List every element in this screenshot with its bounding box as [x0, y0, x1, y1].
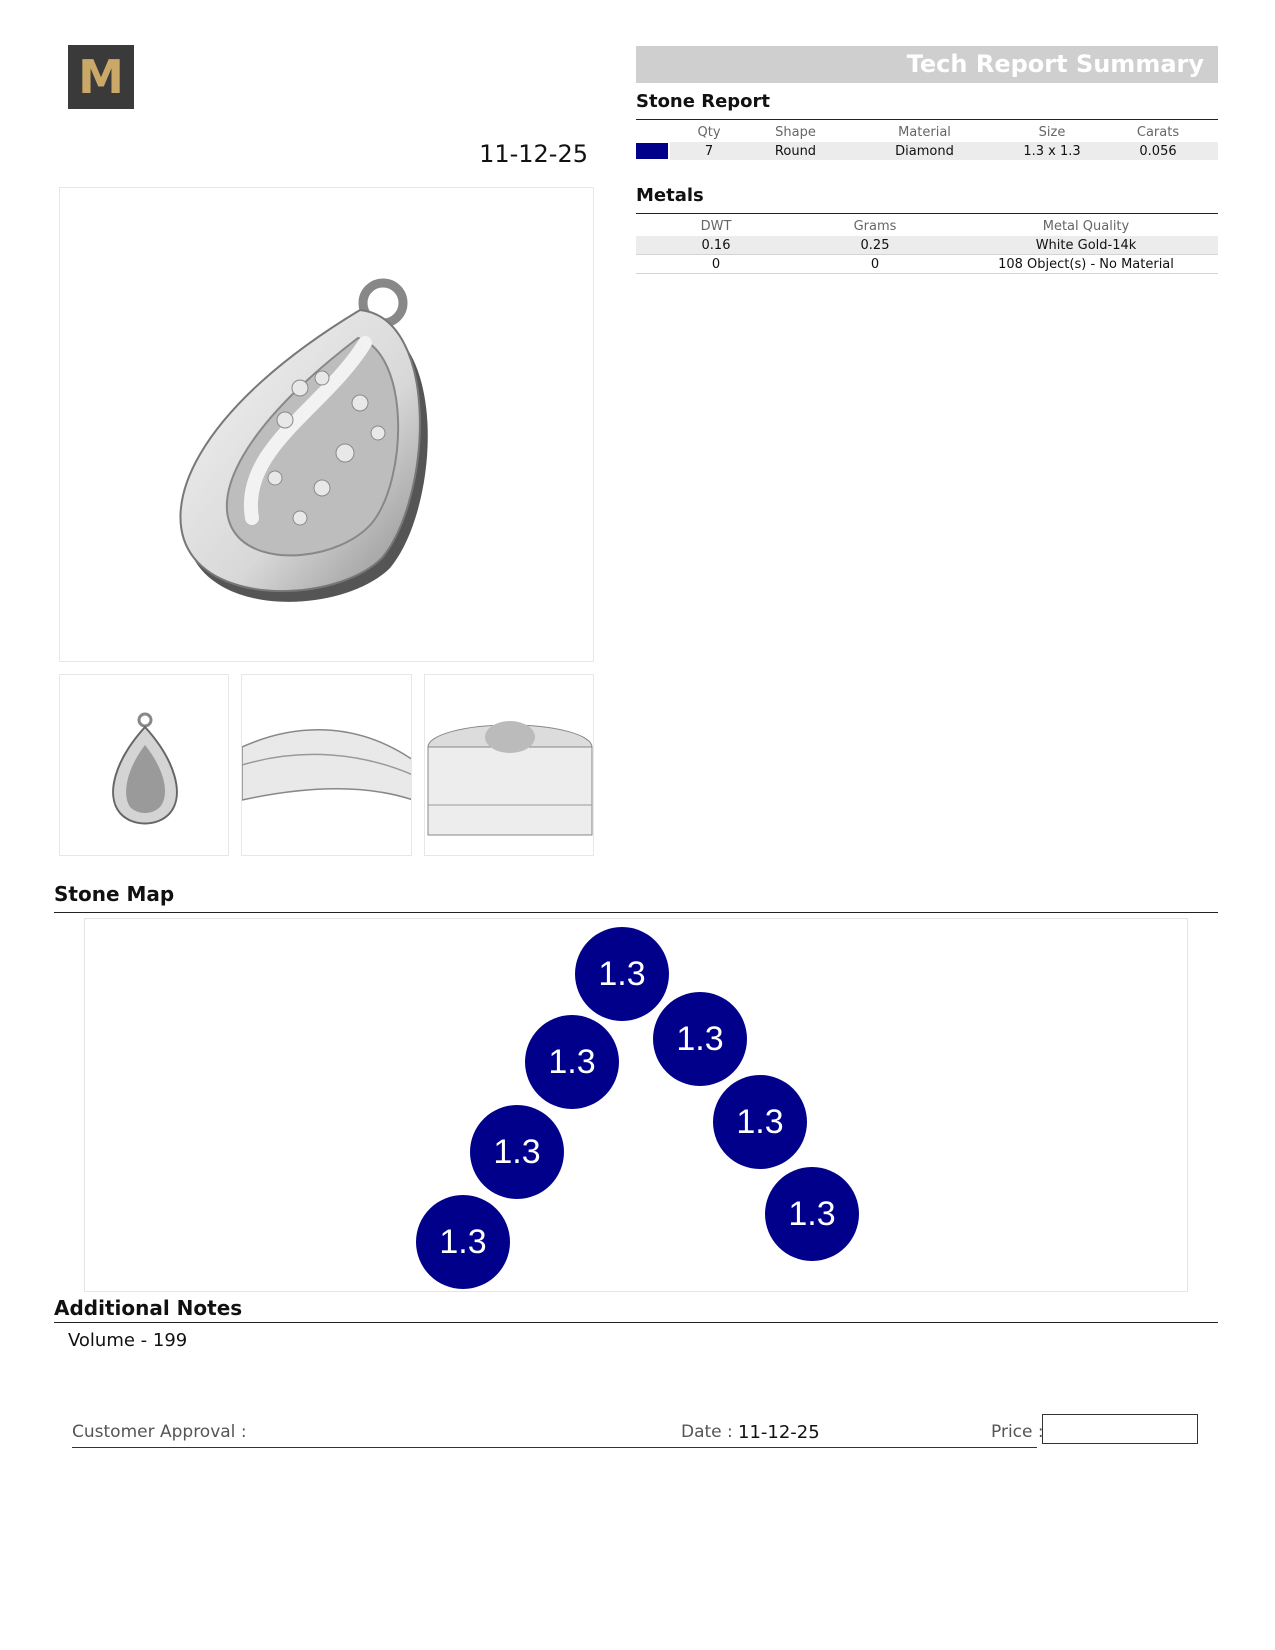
pendant-end-thumbnail [425, 675, 594, 856]
col-material: Material [898, 124, 951, 140]
cell-quality: 108 Object(s) - No Material [954, 255, 1218, 274]
customer-approval-label: Customer Approval : [72, 1422, 247, 1442]
thumbnail-image [59, 674, 229, 856]
thumbnail-image [241, 674, 412, 856]
stone-map-title: Stone Map [54, 882, 175, 906]
report-title: Tech Report Summary [906, 50, 1204, 78]
cell-dwt: 0.16 [636, 236, 796, 255]
col-shape: Shape [775, 124, 816, 140]
stone-report-title: Stone Report [636, 91, 771, 112]
table-row [636, 142, 1218, 160]
report-date: 11-12-25 [479, 140, 588, 168]
col-qty: Qty [697, 124, 721, 140]
table-row [636, 236, 1218, 255]
cell-qty: 7 [670, 142, 748, 160]
stone-marker: 1.3 [765, 1167, 859, 1261]
pendant-top-thumbnail [60, 675, 229, 856]
pendant-side-thumbnail [242, 675, 412, 856]
col-metal-quality: Metal Quality [1042, 218, 1130, 234]
cell-size: 1.3 x 1.3 [1006, 142, 1098, 160]
cell-carats: 0.056 [1098, 142, 1218, 160]
stone-marker: 1.3 [575, 927, 669, 1021]
cell-quality: White Gold-14k [954, 236, 1218, 255]
col-carats: Carats [1136, 124, 1180, 140]
date-label: Date : [681, 1422, 733, 1442]
logo-letter: M [78, 50, 124, 104]
stone-marker: 1.3 [470, 1105, 564, 1199]
main-product-image [59, 187, 594, 662]
thumbnail-image [424, 674, 594, 856]
stone-marker: 1.3 [713, 1075, 807, 1169]
table-row [636, 255, 1218, 274]
stone-report-rule [636, 119, 1218, 120]
metals-rule [636, 213, 1218, 214]
stone-marker: 1.3 [653, 992, 747, 1086]
cell-shape: Round [748, 142, 843, 160]
cell-material: Diamond [843, 142, 1006, 160]
col-size: Size [1038, 124, 1066, 140]
notes-rule [54, 1322, 1218, 1323]
metals-table [636, 216, 1218, 274]
stone-marker: 1.3 [416, 1195, 510, 1289]
stone-swatch-cell [636, 142, 670, 160]
title-banner [636, 46, 1218, 83]
cell-grams: 0 [796, 255, 954, 274]
metals-title: Metals [636, 185, 704, 206]
approval-date-value: 11-12-25 [738, 1422, 820, 1443]
cell-dwt: 0 [636, 255, 796, 274]
stone-map [84, 918, 1188, 1292]
stone-color-swatch [636, 143, 668, 159]
notes-text: Volume - 199 [68, 1330, 188, 1351]
notes-title: Additional Notes [54, 1296, 243, 1320]
col-dwt: DWT [700, 218, 732, 234]
cell-grams: 0.25 [796, 236, 954, 255]
company-logo [68, 45, 134, 109]
stone-report-header-row [636, 122, 1218, 142]
stone-report-table [636, 122, 1218, 160]
signature-line[interactable] [72, 1447, 1037, 1448]
pendant-illustration [60, 188, 594, 662]
col-grams: Grams [853, 218, 897, 234]
stone-marker: 1.3 [525, 1015, 619, 1109]
price-field[interactable] [1042, 1414, 1198, 1444]
swatch-header [636, 122, 670, 142]
stone-map-rule [54, 912, 1218, 913]
price-label: Price : [991, 1422, 1044, 1442]
metals-header-row [636, 216, 1218, 236]
